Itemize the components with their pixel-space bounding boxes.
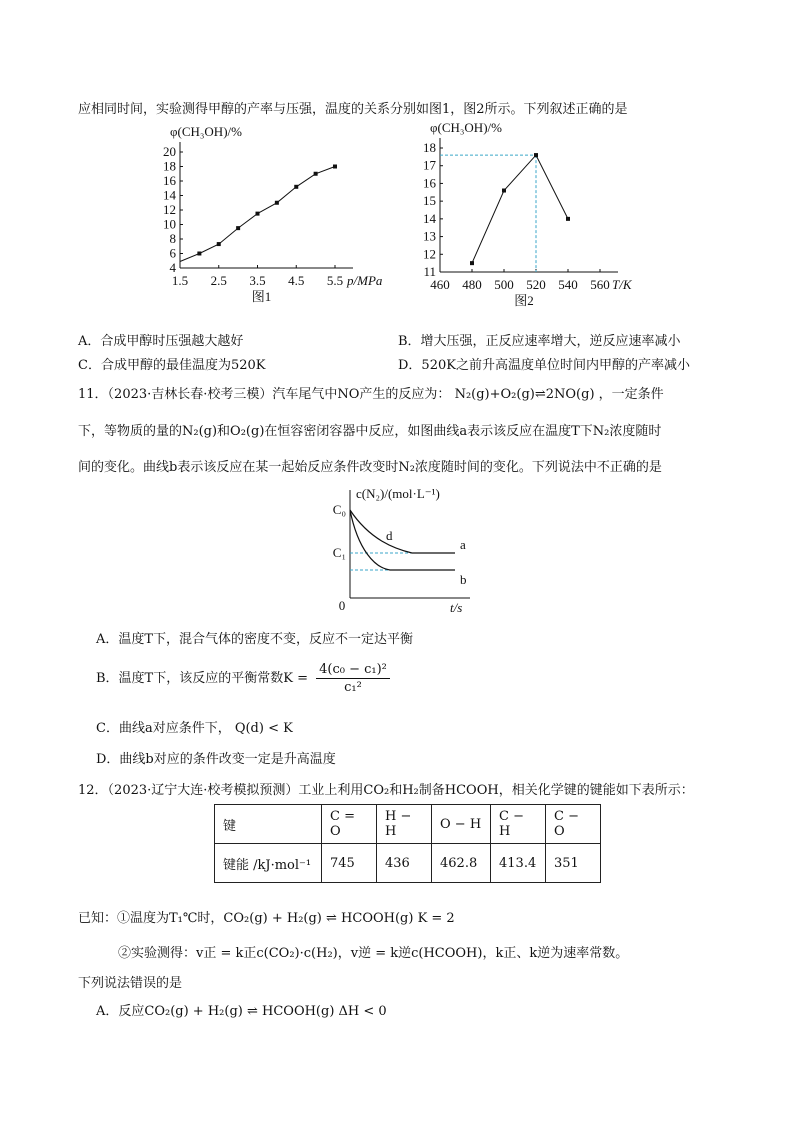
curve-a: [350, 510, 455, 553]
series-line: [472, 155, 568, 263]
y-tick-label: 14: [423, 210, 436, 226]
table-cell: C − O: [546, 805, 601, 844]
y-axis-label: φ(CH₃OH)/%: [170, 124, 242, 139]
data-point: [256, 212, 260, 216]
x-tick-label: 500: [494, 277, 514, 292]
figure-1: [150, 124, 410, 322]
q12-known-2: ②实验测得：v正 = k正c(CO₂)·c(H₂)，v逆 = k逆c(HCOOH)，k正、k逆为速率常数。: [118, 946, 629, 961]
q11-equation: N₂(g)+O₂(g)⇌2NO(g): [454, 387, 595, 402]
q12-option-a: A．反应CO₂(g) + H₂(g) ⇌ HCOOH(g) ΔH < 0: [96, 1004, 387, 1019]
y-tick-label: 16: [423, 175, 436, 191]
table-cell: C − H: [491, 805, 546, 844]
x-tick-label: 1.5: [171, 273, 189, 288]
data-point: [566, 217, 570, 221]
y-tick-label: 18: [163, 158, 176, 174]
table-cell: 键: [215, 805, 322, 844]
q11-line-2: 下，等物质的量的N₂(g)和O₂(g)在恒容密闭容器中反应，如图曲线a表示该反应在温度T下N₂浓度随时: [78, 424, 662, 439]
table-cell: 436: [377, 844, 432, 883]
y-tick-label: 16: [163, 173, 176, 188]
q11-option-d: D．曲线b对应的条件改变一定是升高温度: [96, 752, 336, 767]
figure-3: [320, 480, 490, 624]
x-tick-label: 2.5: [210, 273, 227, 288]
table-row: [215, 844, 601, 883]
table-cell: 462.8: [432, 844, 491, 883]
x-tick-label: 4.5: [288, 273, 305, 288]
y-tick-label: 12: [163, 202, 176, 217]
q11-line-1: [78, 383, 664, 402]
equilibrium-constant-fraction: [316, 662, 390, 695]
origin-label: 0: [338, 598, 346, 613]
table-cell: 413.4: [491, 844, 546, 883]
y-tick-label: 17: [423, 157, 436, 173]
bond-energy-table: [214, 804, 601, 883]
figure-caption: 图1: [251, 289, 272, 304]
y-tick-label: 4: [169, 260, 176, 275]
q11-option-b-prefix: B．温度T下，该反应的平衡常数K =: [96, 671, 308, 686]
table-cell: 351: [546, 844, 601, 883]
y-tick-label: 12: [423, 246, 436, 262]
y-tick-label: 10: [163, 216, 176, 232]
x-tick-label: 520: [526, 277, 546, 292]
y-tick-label: 6: [169, 245, 176, 261]
data-point: [314, 172, 318, 176]
x-tick-label: 540: [558, 277, 578, 292]
y-tick-label: C₁: [332, 545, 346, 560]
fraction-numerator: 4(c₀ − c₁)²: [316, 662, 390, 679]
table-cell: 键能 /kJ·mol⁻¹: [215, 844, 322, 883]
data-point: [217, 242, 221, 246]
q10-option-a: A．合成甲醇时压强越大越好: [78, 334, 244, 349]
data-point: [502, 189, 506, 193]
table-cell: H − H: [377, 805, 432, 844]
table-row: [215, 805, 601, 844]
q12-line-1: 12．（2023·辽宁大连·校考模拟预测）工业上利用CO₂和H₂制备HCOOH，相关化学键的键能如下表所示：: [78, 783, 694, 798]
q10-option-d: D．520K之前升高温度单位时间内甲醇的产率减小: [398, 358, 690, 373]
q11-option-c: C．曲线a对应条件下， Q(d) < K: [96, 721, 293, 736]
data-point: [294, 185, 298, 189]
figure-2-chart: [400, 120, 660, 318]
data-point: [275, 201, 279, 205]
x-tick-label: 460: [430, 277, 450, 292]
y-axis-label: c(N₂)/(mol·L⁻¹): [356, 486, 440, 501]
x-axis-label: p/MPa: [347, 273, 383, 288]
y-tick-label: 15: [423, 193, 436, 209]
data-point: [470, 261, 474, 265]
intro-line: 应相同时间，实验测得甲醇的产率与压强，温度的关系分别如图1，图2所示。下列叙述正确的是: [78, 102, 628, 117]
curve-b: [350, 510, 455, 570]
series-label-a: a: [460, 537, 466, 552]
x-tick-label: 560: [590, 277, 610, 292]
figure-3-chart: [320, 480, 490, 620]
x-axis-label: t/s: [450, 600, 463, 615]
figure-1-chart: [150, 124, 410, 318]
data-point: [197, 252, 201, 256]
fraction-denominator: c₁²: [344, 680, 362, 695]
y-tick-label: 8: [169, 231, 176, 246]
point-label-d: d: [386, 528, 393, 543]
y-tick-label: 14: [163, 187, 176, 203]
q10-option-c: C．合成甲醇的最佳温度为520K: [78, 358, 266, 373]
x-axis-label: T/K: [612, 277, 632, 292]
table-cell: 745: [322, 844, 377, 883]
y-tick-label: 11: [423, 264, 436, 279]
q11-stem-a: 11．（2023·吉林长春·校考三模）汽车尾气中NO产生的反应为：: [78, 387, 451, 402]
series-label-b: b: [460, 572, 467, 587]
x-tick-label: 480: [462, 277, 482, 292]
data-point: [333, 165, 337, 169]
y-axis-label: φ(CH₃OH)/%: [430, 120, 502, 135]
y-tick-label: C₀: [332, 502, 346, 517]
figure-2: [400, 120, 660, 322]
y-tick-label: 18: [423, 140, 436, 155]
q11-option-b: [96, 662, 390, 695]
data-point: [534, 153, 538, 157]
q12-ask: 下列说法错误的是: [78, 976, 183, 991]
q11-stem-b: ，一定条件: [598, 387, 664, 402]
x-tick-label: 3.5: [249, 273, 266, 288]
table-cell: C = O: [322, 805, 377, 844]
q11-line-3: 间的变化。曲线b表示该反应在某一起始反应条件改变时N₂浓度随时间的变化。下列说法中不正确的是: [78, 460, 662, 475]
x-tick-label: 5.5: [326, 273, 344, 288]
figure-caption: 图2: [514, 293, 534, 308]
q10-option-b: B．增大压强，正反应速率增大，逆反应速率减小: [398, 334, 681, 349]
q12-known-1: 已知：①温度为T₁℃时，CO₂(g) + H₂(g) ⇌ HCOOH(g) K = 2: [78, 911, 455, 926]
table-cell: O − H: [432, 805, 491, 844]
q11-option-a: A．温度T下，混合气体的密度不变，反应不一定达平衡: [96, 632, 414, 647]
y-tick-label: 20: [163, 144, 176, 159]
y-tick-label: 13: [423, 228, 436, 244]
data-point: [236, 226, 240, 230]
